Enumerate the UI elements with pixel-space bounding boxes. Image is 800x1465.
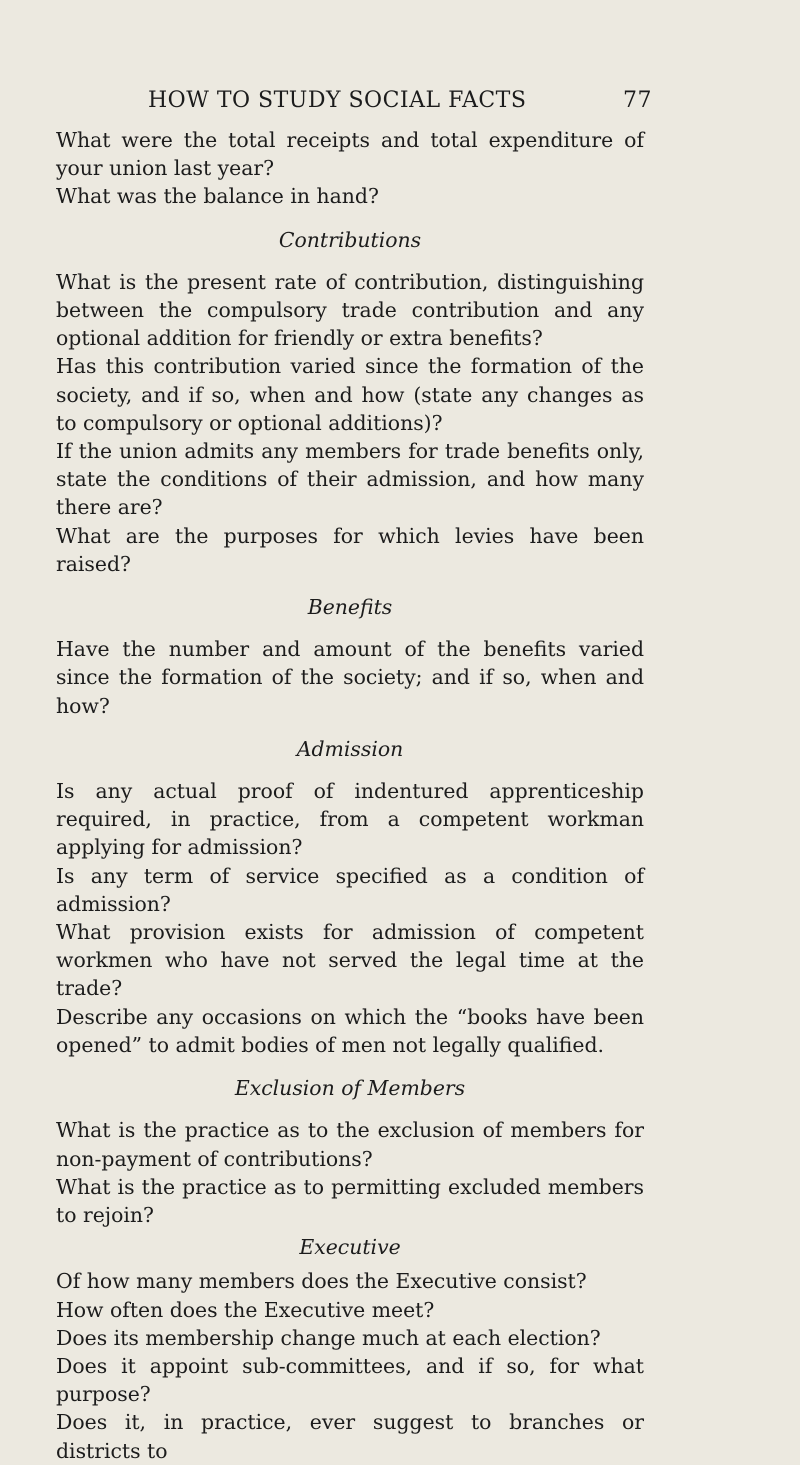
- page-body: [56, 126, 644, 1465]
- section-heading-contributions: Contributions: [278, 227, 422, 252]
- question: Of how many members does the Executive consist?: [56, 1269, 587, 1294]
- question: If the union admits any members for trade benefits only, state the conditions of their admission, and how many there are?: [56, 439, 644, 520]
- question: How often does the Executive meet?: [56, 1297, 435, 1322]
- question: What is the practice as to the exclusion of members for non-payment of contributions?: [56, 1118, 644, 1171]
- question: What is the present rate of contribution, distinguishing between the compulsory trade contribution and any optional addition for friendly or extra benefits?: [56, 269, 644, 351]
- question: What provision exists for admission of competent workmen who have not served the legal time at the trade?: [56, 920, 644, 1001]
- section-heading-admission: Admission: [296, 736, 404, 761]
- running-title: HOW TO STUDY SOCIAL FACTS: [148, 88, 527, 113]
- page-number: 77: [623, 88, 652, 113]
- question: Is any term of service specified as a condition of admission?: [56, 863, 644, 916]
- question: What is the practice as to permitting excluded members to rejoin?: [56, 1174, 644, 1227]
- question: Does it, in practice, ever suggest to branches or districts to: [56, 1410, 644, 1463]
- section-heading-executive: Executive: [299, 1235, 401, 1260]
- section-heading-benefits: Benefits: [307, 595, 393, 620]
- question: What was the balance in hand?: [56, 184, 379, 209]
- question: Has this contribution varied since the formation of the society, and if so, when and how (state any changes as to compulsory or optional additions)?: [56, 354, 644, 435]
- question: What are the purposes for which levies have been raised?: [56, 523, 644, 576]
- question: Is any actual proof of indentured apprenticeship required, in practice, from a competent workman applying for admission?: [56, 779, 644, 860]
- question: Does its membership change much at each election?: [56, 1325, 601, 1350]
- question: Does it appoint sub-committees, and if so, for what purpose?: [56, 1353, 644, 1407]
- question: Have the number and amount of the benefits varied since the formation of the society; and if so, when and how?: [56, 637, 644, 718]
- section-heading-exclusion: Exclusion of Members: [234, 1076, 466, 1101]
- question: What were the total receipts and total expenditure of your union last year?: [56, 128, 644, 181]
- question: Describe any occasions on which the “books have been opened” to admit bodies of men not legally qualified.: [56, 1004, 644, 1057]
- running-header: [148, 88, 652, 113]
